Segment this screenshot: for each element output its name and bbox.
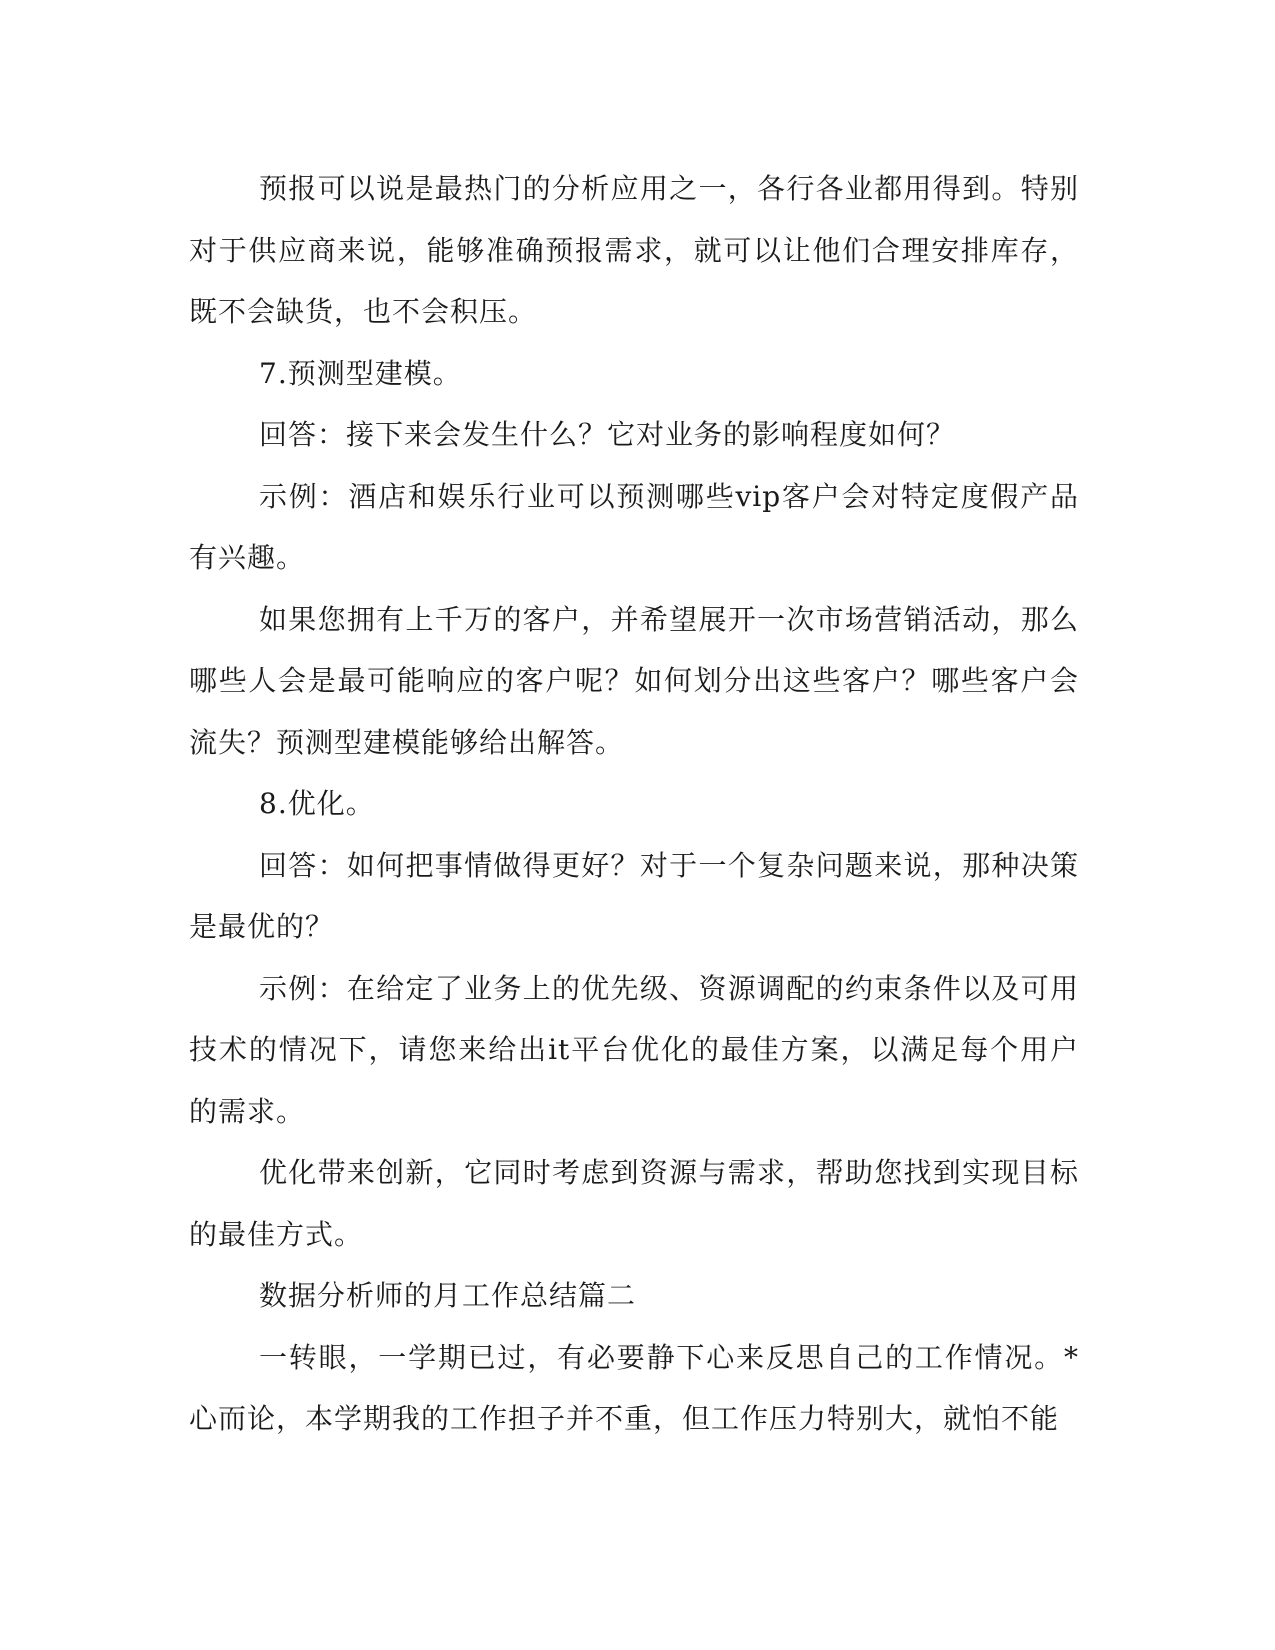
section-title-part-two: 数据分析师的月工作总结篇二 — [259, 1279, 637, 1312]
document-body — [189, 158, 1079, 1450]
paragraph-optimization-detail: 优化带来创新，它同时考虑到资源与需求，帮助您找到实现目标的最佳方式。 — [189, 1156, 1079, 1251]
paragraph-optimization-example: 示例：在给定了业务上的优先级、资源调配的约束条件以及可用技术的情况下，请您来给出it平台优化的最佳方案，以满足每个用户的需求。 — [189, 971, 1079, 1128]
paragraph-forecast-intro: 预报可以说是最热门的分析应用之一，各行各业都用得到。特别对于供应商来说，能够准确预报需求，就可以让他们合理安排库存，既不会缺货，也不会积压。 — [189, 172, 1079, 328]
paragraph-predictive-detail: 如果您拥有上千万的客户，并希望展开一次市场营销活动，那么哪些人会是最可能响应的客户呢？如何划分出这些客户？哪些客户会流失？预测型建模能够给出解答。 — [189, 602, 1079, 759]
paragraph-optimization-answer: 回答：如何把事情做得更好？对于一个复杂问题来说，那种决策是最优的？ — [189, 848, 1079, 943]
paragraph-predictive-example: 示例：酒店和娱乐行业可以预测哪些vip客户会对特定度假产品有兴趣。 — [189, 479, 1079, 574]
heading-predictive-modeling: 7.预测型建模。 — [259, 356, 462, 390]
heading-optimization: 8.优化。 — [259, 787, 375, 820]
paragraph-part-two-intro: 一转眼，一学期已过，有必要静下心来反思自己的工作情况。*心而论，本学期我的工作担子并不重，但工作压力特别大，就怕不能 — [189, 1340, 1079, 1435]
paragraph-predictive-answer: 回答：接下来会发生什么？它对业务的影响程度如何？ — [259, 418, 956, 451]
